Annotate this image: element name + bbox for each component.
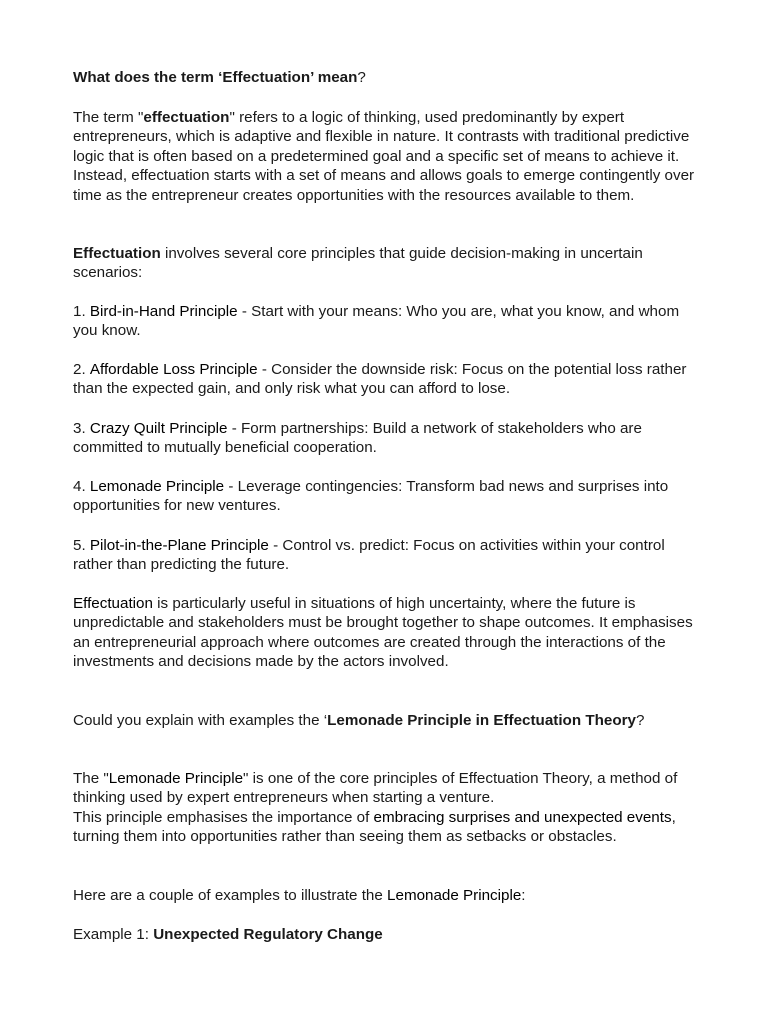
lemonade-principle-term: Lemonade Principle	[108, 770, 244, 787]
effectuation-definition-paragraph: The term "effectuation" refers to a logic of thinking, used predominantly by expert entrepreneurs, which is adaptive and flexible in nature. It contrasts with traditional predictive logic that is often based on a predetermined goal and a specific set of means to achieve it. Instead, effectuation starts with a set of means and allows goals to emerge contingently over time as the entrepreneur creates opportunities with the resources available to them.	[73, 109, 695, 204]
effectuation-term: Effectuation	[73, 245, 161, 262]
principle-item-2: 2. Affordable Loss Principle - Consider the downside risk: Focus on the potential loss rather than the expected gain, and only risk what you can afford to lose.	[73, 361, 687, 398]
example-1-heading: Example 1: Unexpected Regulatory Change	[73, 926, 383, 943]
principle-item-1: 1. Bird-in-Hand Principle - Start with your means: Who you are, what you know, and whom you know.	[73, 303, 680, 340]
principle-item-4: 4. Lemonade Principle - Leverage contingencies: Transform bad news and surprises into opportunities for new ventures.	[73, 478, 669, 515]
principle-name: Bird-in-Hand Principle	[89, 303, 238, 320]
principle-name: Crazy Quilt Principle	[89, 420, 228, 437]
question-2-topic: Lemonade Principle in Effectuation Theory	[327, 712, 636, 729]
examples-intro-paragraph: Here are a couple of examples to illustrate the Lemonade Principle:	[73, 887, 526, 904]
question-1-text: What does the term ‘Effectuation’ mean	[73, 69, 358, 86]
effectuation-term: effectuation	[143, 109, 230, 126]
effectuation-term: Effectuation	[73, 595, 153, 612]
principle-item-5: 5. Pilot-in-the-Plane Principle - Control vs. predict: Focus on activities within your control rather than predicting the future.	[73, 537, 665, 574]
principle-name: Pilot-in-the-Plane Principle	[89, 537, 269, 554]
question-2-heading: Could you explain with examples the ‘Lemonade Principle in Effectuation Theory?	[73, 712, 645, 729]
lemonade-principle-paragraph: The "Lemonade Principle" is one of the core principles of Effectuation Theory, a method of thinking used by expert entrepreneurs when starting a venture. This principle emphasises the importance of embracing surprises and unexpected events, turning them into opportunities rather than seeing them as setbacks or obstacles.	[73, 770, 678, 846]
highlighted-phrase: embracing surprises and unexpected events	[373, 808, 672, 826]
principle-name: Affordable Loss Principle	[89, 361, 258, 378]
principles-intro-paragraph: Effectuation involves several core principles that guide decision-making in uncertain scenarios:	[73, 245, 643, 282]
principle-item-3: 3. Crazy Quilt Principle - Form partnerships: Build a network of stakeholders who are committed to mutually beneficial cooperation.	[73, 420, 642, 457]
principle-name: Lemonade Principle	[89, 478, 225, 495]
effectuation-usefulness-paragraph: Effectuation is particularly useful in situations of high uncertainty, where the future is unpredictable and stakeholders must be brought together to shape outcomes. It emphasises an entrepreneurial approach where outcomes are created through the interactions of the investments and decisions made by the actors involved.	[73, 595, 693, 671]
question-1-mark: ?	[357, 69, 366, 86]
question-1-heading	[73, 68, 703, 87]
lemonade-principle-term: Lemonade Principle	[387, 887, 522, 904]
example-1-title: Unexpected Regulatory Change	[153, 926, 383, 943]
